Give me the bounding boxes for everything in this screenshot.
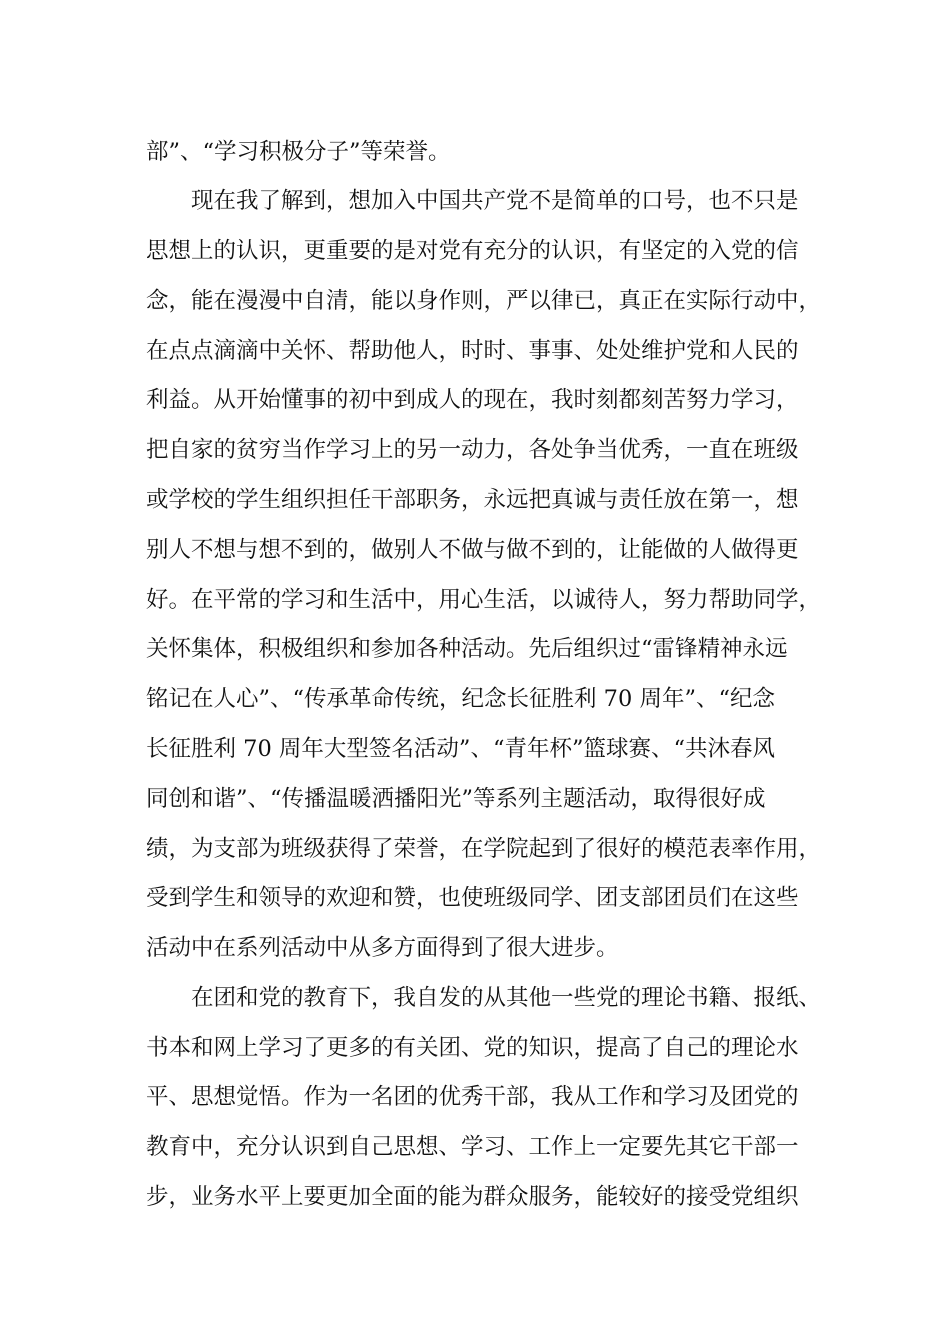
text-line: 别人不想与想不到的，做别人不做与做不到的，让能做的人做得更 xyxy=(146,537,799,563)
text-line: 利益。从开始懂事的初中到成人的现在，我时刻都刻苦努力学习， xyxy=(146,387,799,413)
text-line: 念，能在漫漫中自清，能以身作则，严以律已，真正在实际行动中， xyxy=(146,288,822,314)
text-line: 步，业务水平上要更加全面的能为群众服务，能较好的接受党组织 xyxy=(146,1184,799,1210)
text-line: 受到学生和领导的欢迎和赞，也使班级同学、团支部团员们在这些 xyxy=(146,885,799,911)
text-line: 绩，为支部为班级获得了荣誉，在学院起到了很好的模范表率作用， xyxy=(146,836,822,862)
text-line: 活动中在系列活动中从多方面得到了很大进步。 xyxy=(146,935,619,961)
text-line: 长征胜利 70 周年大型签名活动”、“青年杯”篮球赛、“共沐春风 xyxy=(146,736,775,762)
text-line: 现在我了解到，想加入中国共产党不是简单的口号，也不只是 xyxy=(146,188,799,214)
text-line: 铭记在人心”、“传承革命传统，纪念长征胜利 70 周年”、“纪念 xyxy=(146,686,775,712)
text-line: 书本和网上学习了更多的有关团、党的知识，提高了自己的理论水 xyxy=(146,1035,799,1061)
text-line: 教育中，充分认识到自己思想、学习、工作上一定要先其它干部一 xyxy=(146,1134,799,1160)
text-line: 在团和党的教育下，我自发的从其他一些党的理论书籍、报纸、 xyxy=(146,985,822,1011)
text-line: 或学校的学生组织担任干部职务，永远把真诚与责任放在第一，想 xyxy=(146,487,799,513)
text-line: 在点点滴滴中关怀、帮助他人，时时、事事、处处维护党和人民的 xyxy=(146,338,799,364)
text-line: 思想上的认识，更重要的是对党有充分的认识，有坚定的入党的信 xyxy=(146,238,799,264)
text-line: 同创和谐”、“传播温暖洒播阳光”等系列主题活动，取得很好成 xyxy=(146,786,766,812)
text-line: 部”、“学习积极分子”等荣誉。 xyxy=(146,139,451,165)
text-line: 好。在平常的学习和生活中，用心生活，以诚待人，努力帮助同学， xyxy=(146,587,822,613)
text-line: 把自家的贫穷当作学习上的另一动力，各处争当优秀，一直在班级 xyxy=(146,437,799,463)
text-line: 关怀集体，积极组织和参加各种活动。先后组织过“雷锋精神永远 xyxy=(146,636,788,662)
text-line: 平、思想觉悟。作为一名团的优秀干部，我从工作和学习及团党的 xyxy=(146,1084,799,1110)
